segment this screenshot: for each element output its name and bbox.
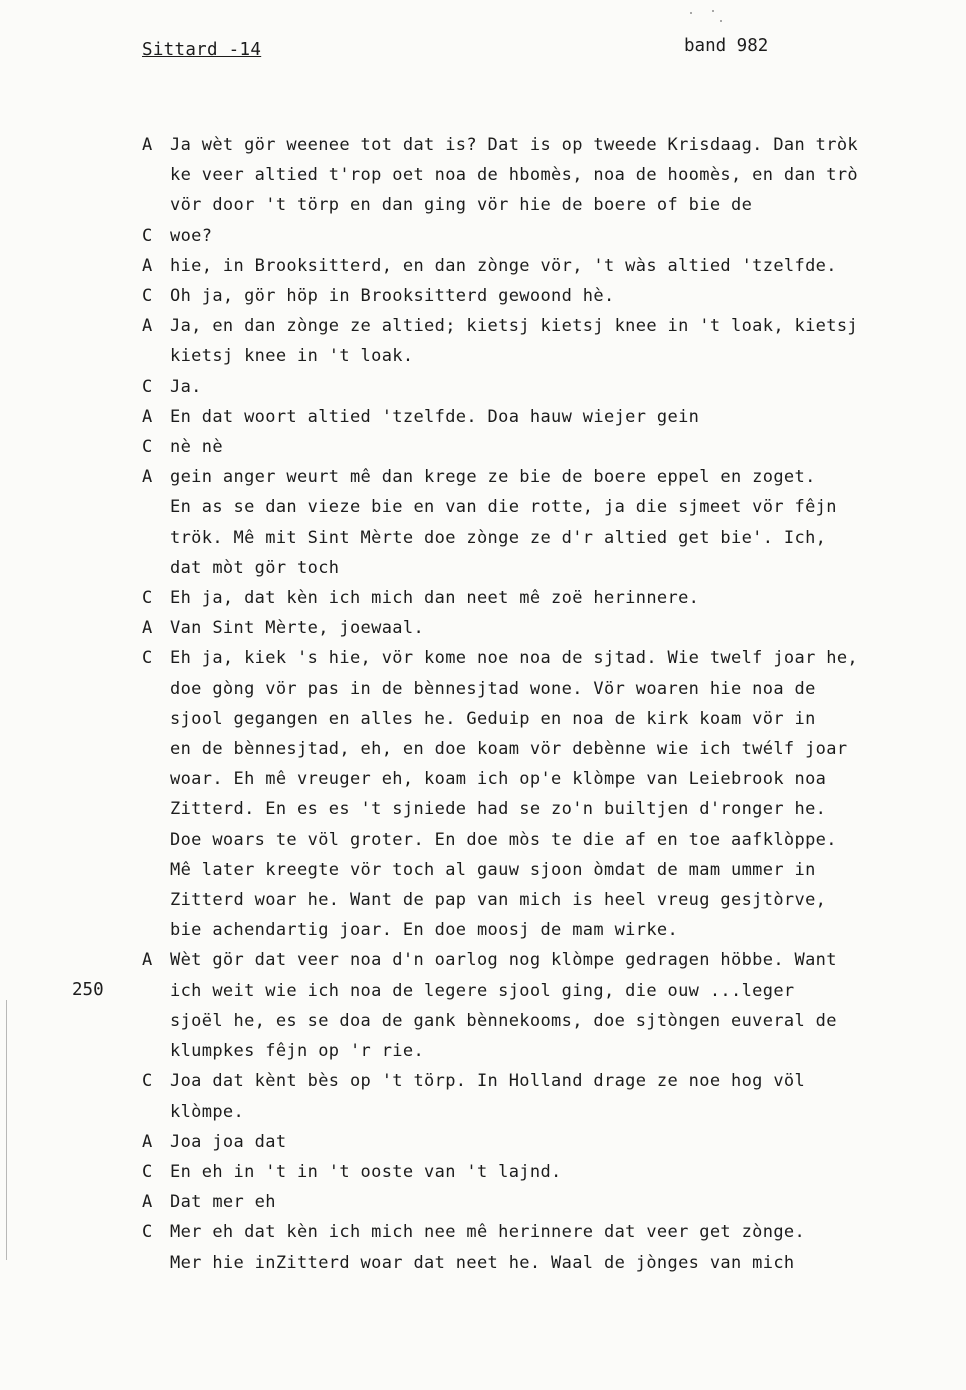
- transcript-turn: [142, 613, 966, 643]
- transcript-line: Eh ja, kiek 's hie, vör kome noe noa de sjtad. Wie twelf joar he,: [170, 648, 859, 669]
- speaker-label: A: [142, 406, 153, 427]
- speaker-label: C: [142, 1071, 153, 1092]
- speaker-label: C: [142, 588, 153, 609]
- transcript-turn: [142, 1187, 966, 1217]
- transcript-line: dat mòt gör toch: [170, 557, 340, 578]
- margin-rule: [6, 1000, 7, 1260]
- transcript-turn: [142, 643, 966, 945]
- transcript-line: Van Sint Mèrte, joewaal.: [170, 618, 425, 639]
- transcript-line: woe?: [170, 225, 213, 246]
- transcript-line: Eh ja, dat kèn ich mich dan neet mê zoë herinnere.: [170, 588, 700, 609]
- transcript-line: trök. Mê mit Sint Mèrte doe zònge ze d'r altied get bie'. Ich,: [170, 527, 827, 548]
- transcript-line: En eh in 't in 't ooste van 't lajnd.: [170, 1161, 562, 1182]
- transcript-line: Joa joa dat: [170, 1131, 287, 1152]
- transcript-turn: [142, 1217, 966, 1277]
- speaker-label: A: [142, 135, 153, 155]
- transcript-line: hie, in Brooksitterd, en dan zònge vör, 't wàs altied 'tzelfde.: [170, 255, 837, 276]
- transcript-line: Wèt gör dat veer noa d'n oarlog nog klòmpe gedragen höbbe. Want: [170, 950, 837, 971]
- speaker-label: A: [142, 618, 153, 639]
- transcript-line: sjool gegangen en alles he. Geduip en noa de kirk koam vör in: [170, 708, 816, 729]
- transcript-line: Joa dat kènt bès op 't törp. In Holland drage ze noe hog völ: [170, 1071, 806, 1092]
- transcript-line: Ja.: [170, 376, 202, 397]
- speaker-label: C: [142, 376, 153, 397]
- transcript-turn: [142, 945, 966, 1066]
- transcript-turn: [142, 402, 966, 432]
- speaker-label: C: [142, 437, 153, 458]
- transcript-line: Mê later kreegte vör toch al gauw sjoon òmdat de mam ummer in: [170, 859, 816, 880]
- transcript-line: klumpkes fêjn op 'r rie.: [170, 1041, 425, 1062]
- transcript-line: sjoël he, es se doa de gank bènnekooms, doe sjtòngen euveral de: [170, 1010, 837, 1031]
- transcript-line: Ja wèt gör weenee tot dat is? Dat is op tweede Krisdaag. Dan tròk: [170, 135, 859, 155]
- speaker-label: A: [142, 255, 153, 276]
- scan-speck: [720, 20, 722, 22]
- transcript-line: vör door 't törp en dan ging vör hie de boere of bie de: [170, 195, 753, 216]
- page-header-tape-number: band 982: [684, 36, 769, 56]
- transcript-line: ke veer altied t'rop oet noa de hbomès, noa de hoomès, en dan trò: [170, 165, 859, 186]
- transcript-line: ich weit wie ich noa de legere sjool ging, die ouw ...leger: [170, 980, 795, 1001]
- transcript-line: Zitterd. En es es 't sjniede had se zo'n builtjen d'ronger he.: [170, 799, 827, 820]
- transcript-line: doe gòng vör pas in de bènnesjtad wone. Vör woaren hie noa de: [170, 678, 816, 699]
- transcript-turn: [142, 1066, 966, 1126]
- speaker-label: C: [142, 225, 153, 246]
- scan-speck: [712, 10, 714, 12]
- transcript-line: Mer hie inZitterd woar dat neet he. Waal de jònges van mich: [170, 1252, 795, 1273]
- transcript-line: bie achendartig joar. En doe moosj de mam wirke.: [170, 920, 679, 941]
- transcript-turn: [142, 372, 966, 402]
- transcript-turn: [142, 1157, 966, 1187]
- transcript-turn: [142, 130, 966, 221]
- transcript-line: Doe woars te völ groter. En doe mòs te die af en toe aafklòppe.: [170, 829, 837, 850]
- scan-speck: [690, 12, 692, 14]
- transcript-line: Ja, en dan zònge ze altied; kietsj kietsj knee in 't loak, kietsj: [170, 316, 859, 337]
- transcript-line: gein anger weurt mê dan krege ze bie de boere eppel en zoget.: [170, 467, 816, 488]
- speaker-label: A: [142, 1131, 153, 1152]
- speaker-label: A: [142, 467, 153, 488]
- speaker-label: C: [142, 1161, 153, 1182]
- transcript-line: en de bènnesjtad, eh, en doe koam vör debènne wie ich twélf joar: [170, 739, 848, 760]
- transcript-turn: [142, 251, 966, 281]
- transcript-line: klòmpe.: [170, 1101, 245, 1122]
- transcript-line: Dat mer eh: [170, 1192, 276, 1213]
- transcript-body: [142, 130, 966, 1278]
- transcript-turn: [142, 221, 966, 251]
- transcript-line: En as se dan vieze bie en van die rotte, ja die sjmeet vör fêjn: [170, 497, 837, 518]
- transcript-line: nè nè: [170, 437, 223, 458]
- transcript-turn: [142, 1127, 966, 1157]
- speaker-label: C: [142, 648, 153, 669]
- transcript-line: Oh ja, gör höp in Brooksitterd gewoond hè.: [170, 286, 615, 307]
- transcript-line: En dat woort altied 'tzelfde. Doa hauw wiejer gein: [170, 406, 700, 427]
- speaker-label: C: [142, 286, 153, 307]
- transcript-line: Zitterd woar he. Want de pap van mich is heel vreug gesjtòrve,: [170, 890, 827, 911]
- transcript-line: kietsj knee in 't loak.: [170, 346, 414, 367]
- speaker-label: A: [142, 1192, 153, 1213]
- speaker-label: A: [142, 316, 153, 337]
- transcript-turn: [142, 311, 966, 371]
- transcript-turn: [142, 281, 966, 311]
- transcript-line: woar. Eh mê vreuger eh, koam ich op'e klòmpe van Leiebrook noa: [170, 769, 827, 790]
- page-header-location: Sittard -14: [142, 40, 262, 60]
- transcript-line: Mer eh dat kèn ich mich nee mê herinnere dat veer get zònge.: [170, 1222, 806, 1243]
- transcript-turn: [142, 583, 966, 613]
- speaker-label: A: [142, 950, 153, 971]
- speaker-label: C: [142, 1222, 153, 1243]
- transcript-turn: [142, 432, 966, 462]
- transcript-turn: [142, 462, 966, 583]
- margin-line-number: 250: [72, 980, 104, 1000]
